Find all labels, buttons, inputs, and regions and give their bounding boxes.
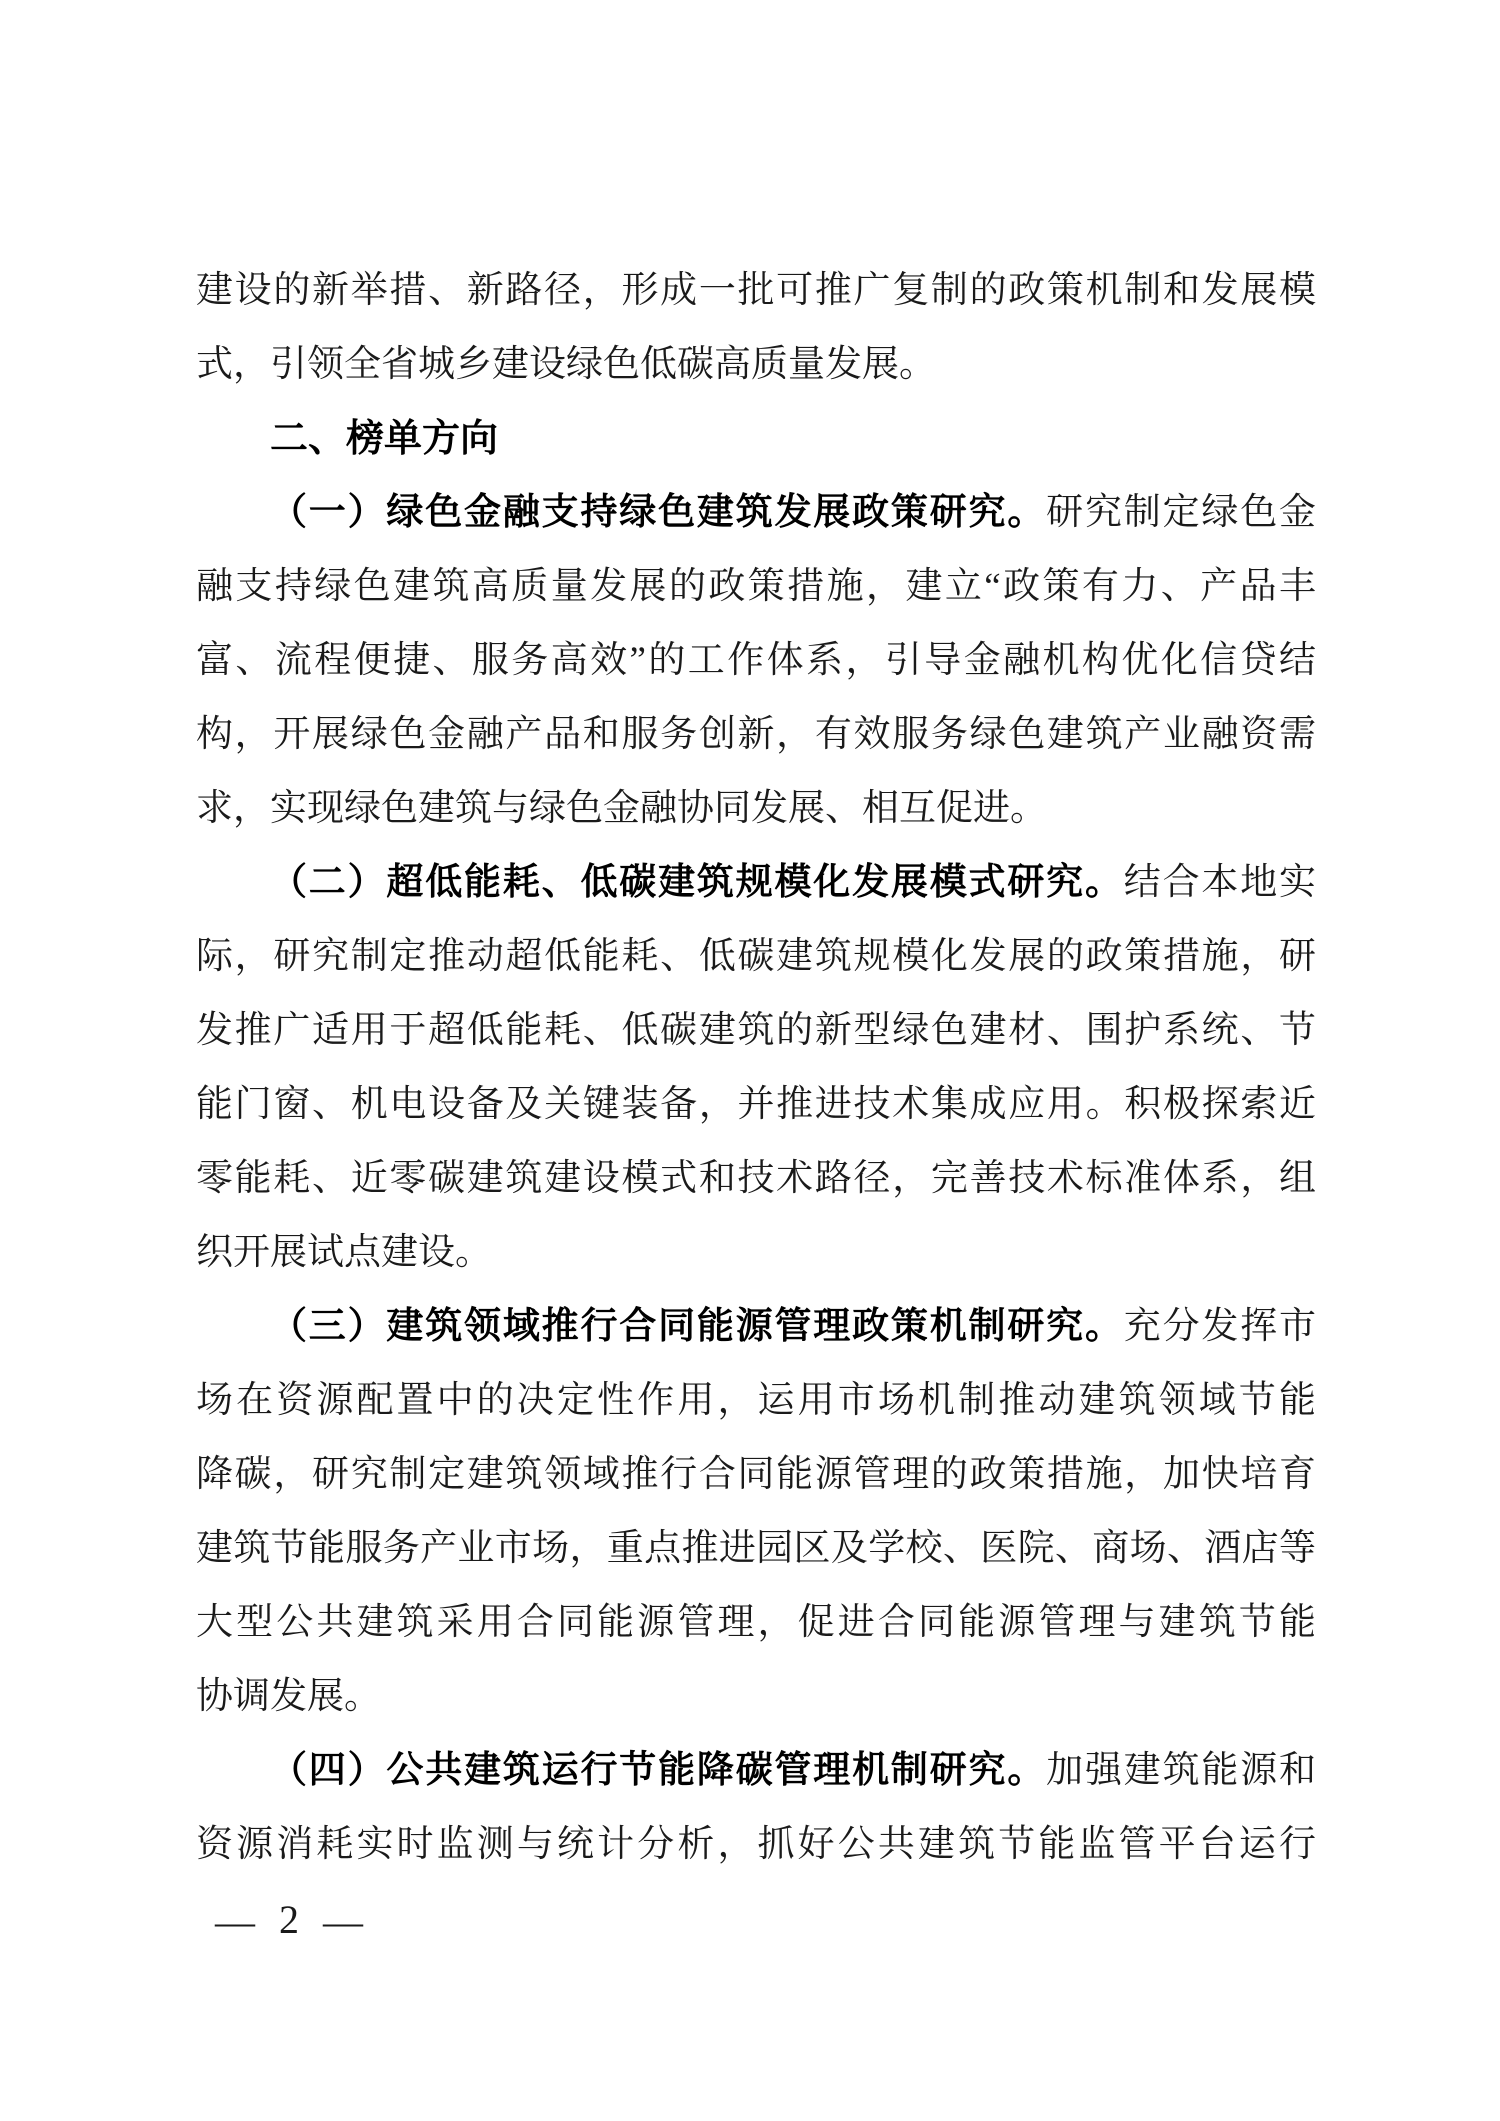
text-line	[196, 476, 1316, 550]
text-segment: 构，开展绿色金融产品和服务创新，有效服务绿色建筑产业融资需	[196, 714, 1316, 755]
text-segment: 协调发展。	[196, 1676, 381, 1717]
text-segment: 求，实现绿色建筑与绿色金融协同发展、相互促进。	[196, 788, 1047, 829]
section-heading	[196, 402, 1316, 476]
text-segment: 融支持绿色建筑高质量发展的政策措施，建立“政策有力、产品丰	[196, 566, 1316, 607]
footer-dash-right: —	[323, 1898, 363, 1944]
text-segment: 织开展试点建设。	[196, 1232, 492, 1273]
emphasis-segment: 二、榜单方向	[270, 418, 499, 460]
text-segment: 场在资源配置中的决定性作用，运用市场机制推动建筑领域节能	[196, 1380, 1316, 1421]
text-line	[196, 328, 1316, 402]
text-line	[196, 1586, 1316, 1660]
text-segment: 资源消耗实时监测与统计分析，抓好公共建筑节能监管平台运行	[196, 1824, 1316, 1865]
text-line	[196, 1808, 1316, 1882]
emphasis-segment: （二）超低能耗、低碳建筑规模化发展模式研究。	[270, 862, 1124, 903]
text-line	[196, 1068, 1316, 1142]
text-line	[196, 1734, 1316, 1808]
text-segment: 研究制定绿色金	[1046, 492, 1317, 533]
text-line	[196, 1438, 1316, 1512]
text-line	[196, 920, 1316, 994]
text-line	[196, 994, 1316, 1068]
text-segment: 零能耗、近零碳建筑建设模式和技术路径，完善技术标准体系，组	[196, 1158, 1316, 1199]
text-line	[196, 1660, 1316, 1734]
text-line	[196, 846, 1316, 920]
text-segment: 式，引领全省城乡建设绿色低碳高质量发展。	[196, 344, 936, 385]
emphasis-segment: （一）绿色金融支持绿色建筑发展政策研究。	[270, 492, 1047, 533]
text-segment: 际，研究制定推动超低能耗、低碳建筑规模化发展的政策措施，研	[196, 936, 1316, 977]
text-segment: 富、流程便捷、服务高效”的工作体系，引导金融机构优化信贷结	[196, 640, 1316, 681]
text-line	[196, 550, 1316, 624]
page-number: 2	[279, 1896, 299, 1942]
text-line	[196, 772, 1316, 846]
text-segment: 降碳，研究制定建筑领域推行合同能源管理的政策措施，加快培育	[196, 1454, 1316, 1495]
page-footer	[215, 1896, 363, 1946]
text-segment: 建设的新举措、新路径，形成一批可推广复制的政策机制和发展模	[196, 270, 1316, 311]
text-segment: 能门窗、机电设备及关键装备，并推进技术集成应用。积极探索近	[196, 1084, 1316, 1125]
text-segment: 加强建筑能源和	[1046, 1750, 1317, 1791]
text-line	[196, 1290, 1316, 1364]
document-body	[196, 254, 1316, 1882]
text-segment: 结合本地实	[1123, 862, 1317, 903]
text-line	[196, 254, 1316, 328]
text-segment: 发推广适用于超低能耗、低碳建筑的新型绿色建材、围护系统、节	[196, 1010, 1316, 1051]
text-segment: 充分发挥市	[1123, 1306, 1317, 1347]
text-line	[196, 1512, 1316, 1586]
text-line	[196, 698, 1316, 772]
text-segment: 建筑节能服务产业市场，重点推进园区及学校、医院、商场、酒店等	[196, 1528, 1316, 1569]
emphasis-segment: （三）建筑领域推行合同能源管理政策机制研究。	[270, 1306, 1124, 1347]
text-line	[196, 1216, 1316, 1290]
footer-dash-left: —	[215, 1898, 255, 1944]
text-line	[196, 624, 1316, 698]
emphasis-segment: （四）公共建筑运行节能降碳管理机制研究。	[270, 1750, 1047, 1791]
text-line	[196, 1364, 1316, 1438]
text-line	[196, 1142, 1316, 1216]
text-segment: 大型公共建筑采用合同能源管理，促进合同能源管理与建筑节能	[196, 1602, 1316, 1643]
